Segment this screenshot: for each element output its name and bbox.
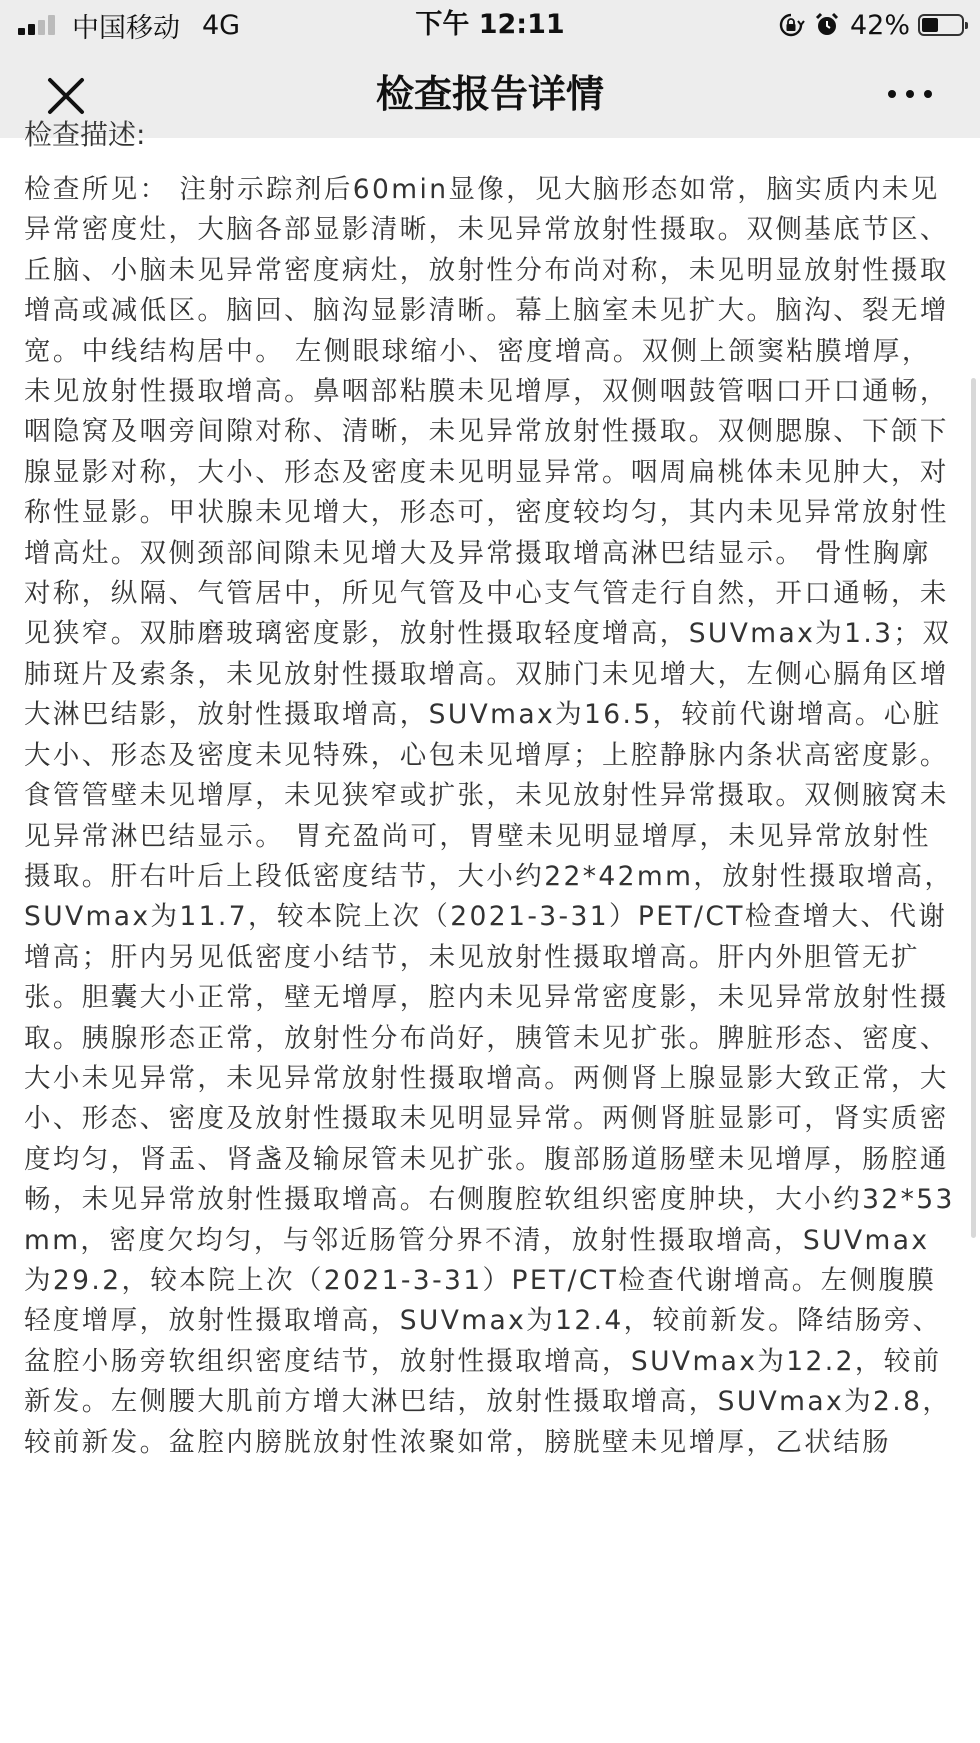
battery-percent: 42%: [849, 9, 910, 41]
network-type: 4G: [202, 9, 241, 41]
page-title: 检查报告详情: [375, 72, 604, 116]
report-findings-text: 检查所见： 注射示踪剂后60min显像，见大脑形态如常，脑实质内未见异常密度灶，大脑各部显影清晰，未见异常放射性摄取。双侧基底节区、丘脑、小脑未见异常密度病灶，放射性分布尚对称，未见明显放射性摄取增高或减低区。脑回、脑沟显影清晰。幕上脑室未见扩大。脑沟、裂无增宽。中线结构居中。 左侧眼球缩小、密度增高。双侧上颌窦粘膜增厚，未见放射性摄取增高。鼻咽部粘膜未见增厚，双侧咽鼓管咽口开口通畅，咽隐窝及咽旁间隙对称、清晰，未见异常放射性摄取。双侧腮腺、下颌下腺显影对称，大小、形态及密度未见明显异常。咽周扁桃体未见肿大，对称性显影。甲状腺未见增大，形态可，密度较均匀，其内未见异常放射性增高灶。双侧颈部间隙未见增大及异常摄取增高淋巴结显示。 骨性胸廓对称，纵隔、气管居中，所见气管及中心支气管走行自然，开口通畅，未见狭窄。双肺磨玻璃密度影，放射性摄取轻度增高，SUVmax为1.3；双肺斑片及索条，未见放射性摄取增高。双肺门未见增大，左侧心膈角区增大淋巴结影，放射性摄取增高，SUVmax为16.5，较前代谢增高。心脏大小、形态及密度未见特殊，心包未见增厚；上腔静脉内条状高密度影。食管管壁未见增厚，未见狭窄或扩张，未见放射性异常摄取。双侧腋窝未见异常淋巴结显示。 胃充盈尚可，胃壁未见明显增厚，未见异常放射性摄取。肝右叶后上段低密度结节，大小约22*42mm，放射性摄取增高，SUVmax为11.7，较本院上次（2021-3-31）PET/CT检查增大、代谢增高；肝内另见低密度小结节，未见放射性摄取增高。肝内外胆管无扩张。胆囊大小正常，壁无增厚，腔内未见异常密度影，未见异常放射性摄取。胰腺形态正常，放射性分布尚好，胰管未见扩张。脾脏形态、密度、大小未见异常，未见异常放射性摄取增高。两侧肾上腺显影大致正常，大小、形态、密度及放射性摄取未见明显异常。两侧肾脏显影可，肾实质密度均匀，肾盂、肾盏及输尿管未见扩张。腹部肠道肠壁未见增厚，肠腔通畅，未见异常放射性摄取增高。右侧腹腔软组织密度肿块，大小约32*53mm，密度欠均匀，与邻近肠管分界不清，放射性摄取增高，SUVmax为29.2，较本院上次（2021-3-31）PET/CT检查代谢增高。左侧腹膜轻度增厚，放射性摄取增高，SUVmax为12.4，较前新发。降结肠旁、盆腔小肠旁软组织密度结节，放射性摄取增高，SUVmax为12.2，较前新发。左侧腰大肌前方增大淋巴结，放射性摄取增高，SUVmax为2.8，较前新发。盆腔内膀胱放射性浓聚如常，膀胱壁未见增厚，乙状结肠: [24, 174, 955, 1458]
nav-bar: [0, 50, 980, 138]
battery-icon: [918, 14, 964, 36]
scrollbar[interactable]: [971, 378, 976, 1238]
orientation-lock-icon: [778, 12, 804, 38]
report-content[interactable]: [0, 118, 980, 1743]
section-heading: 检查描述:: [24, 118, 146, 151]
status-bar: [0, 0, 980, 50]
status-bar-right: [778, 6, 964, 44]
carrier-name: 中国移动: [72, 12, 180, 44]
alarm-icon: [814, 12, 840, 38]
status-time: 下午 12:11: [415, 9, 565, 40]
more-icon[interactable]: [880, 74, 940, 114]
